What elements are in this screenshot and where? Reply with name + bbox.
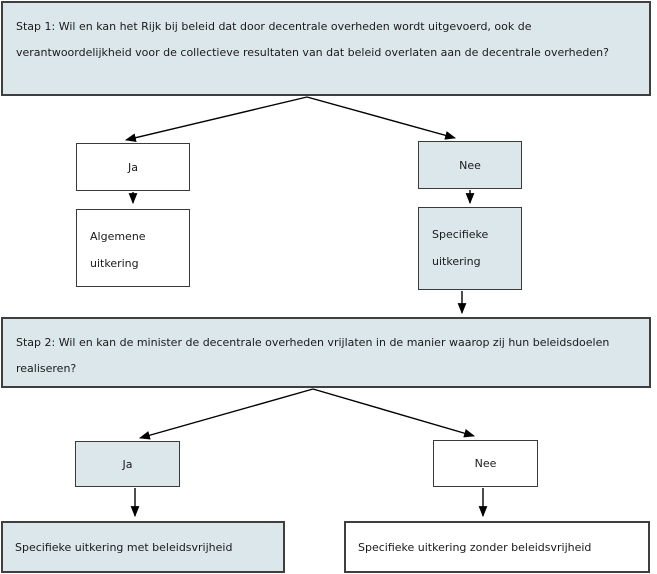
step1-nee-box: Nee: [418, 141, 522, 189]
arrow-step2-to-ja: [140, 389, 313, 438]
arrow-step1-to-nee: [307, 97, 455, 138]
specifieke-uitkering-box: Specifieke uitkering: [418, 207, 522, 290]
step2-question-box: Stap 2: Wil en kan de minister de decentrale overheden vrijlaten in de manier waarop zij hun beleidsdoelen realiseren?: [1, 317, 651, 388]
algemene-uitkering-box: Algemene uitkering: [76, 209, 190, 287]
specifieke-zonder-beleidsvrijheid-box: Specifieke uitkering zonder beleidsvrijheid: [344, 521, 650, 573]
arrow-step2-to-nee: [313, 389, 474, 436]
step2-nee-box: Nee: [433, 440, 538, 487]
step1-question-box: Stap 1: Wil en kan het Rijk bij beleid dat door decentrale overheden wordt uitgevoerd, ook de verantwoordelijkheid voor de collectieve resultaten van dat beleid overlaten aan de decentrale overheden?: [1, 1, 651, 96]
step1-ja-box: Ja: [76, 143, 190, 191]
step2-ja-box: Ja: [75, 441, 180, 487]
specifieke-met-beleidsvrijheid-box: Specifieke uitkering met beleidsvrijheid: [1, 521, 285, 573]
arrow-step1-to-ja: [126, 97, 307, 140]
